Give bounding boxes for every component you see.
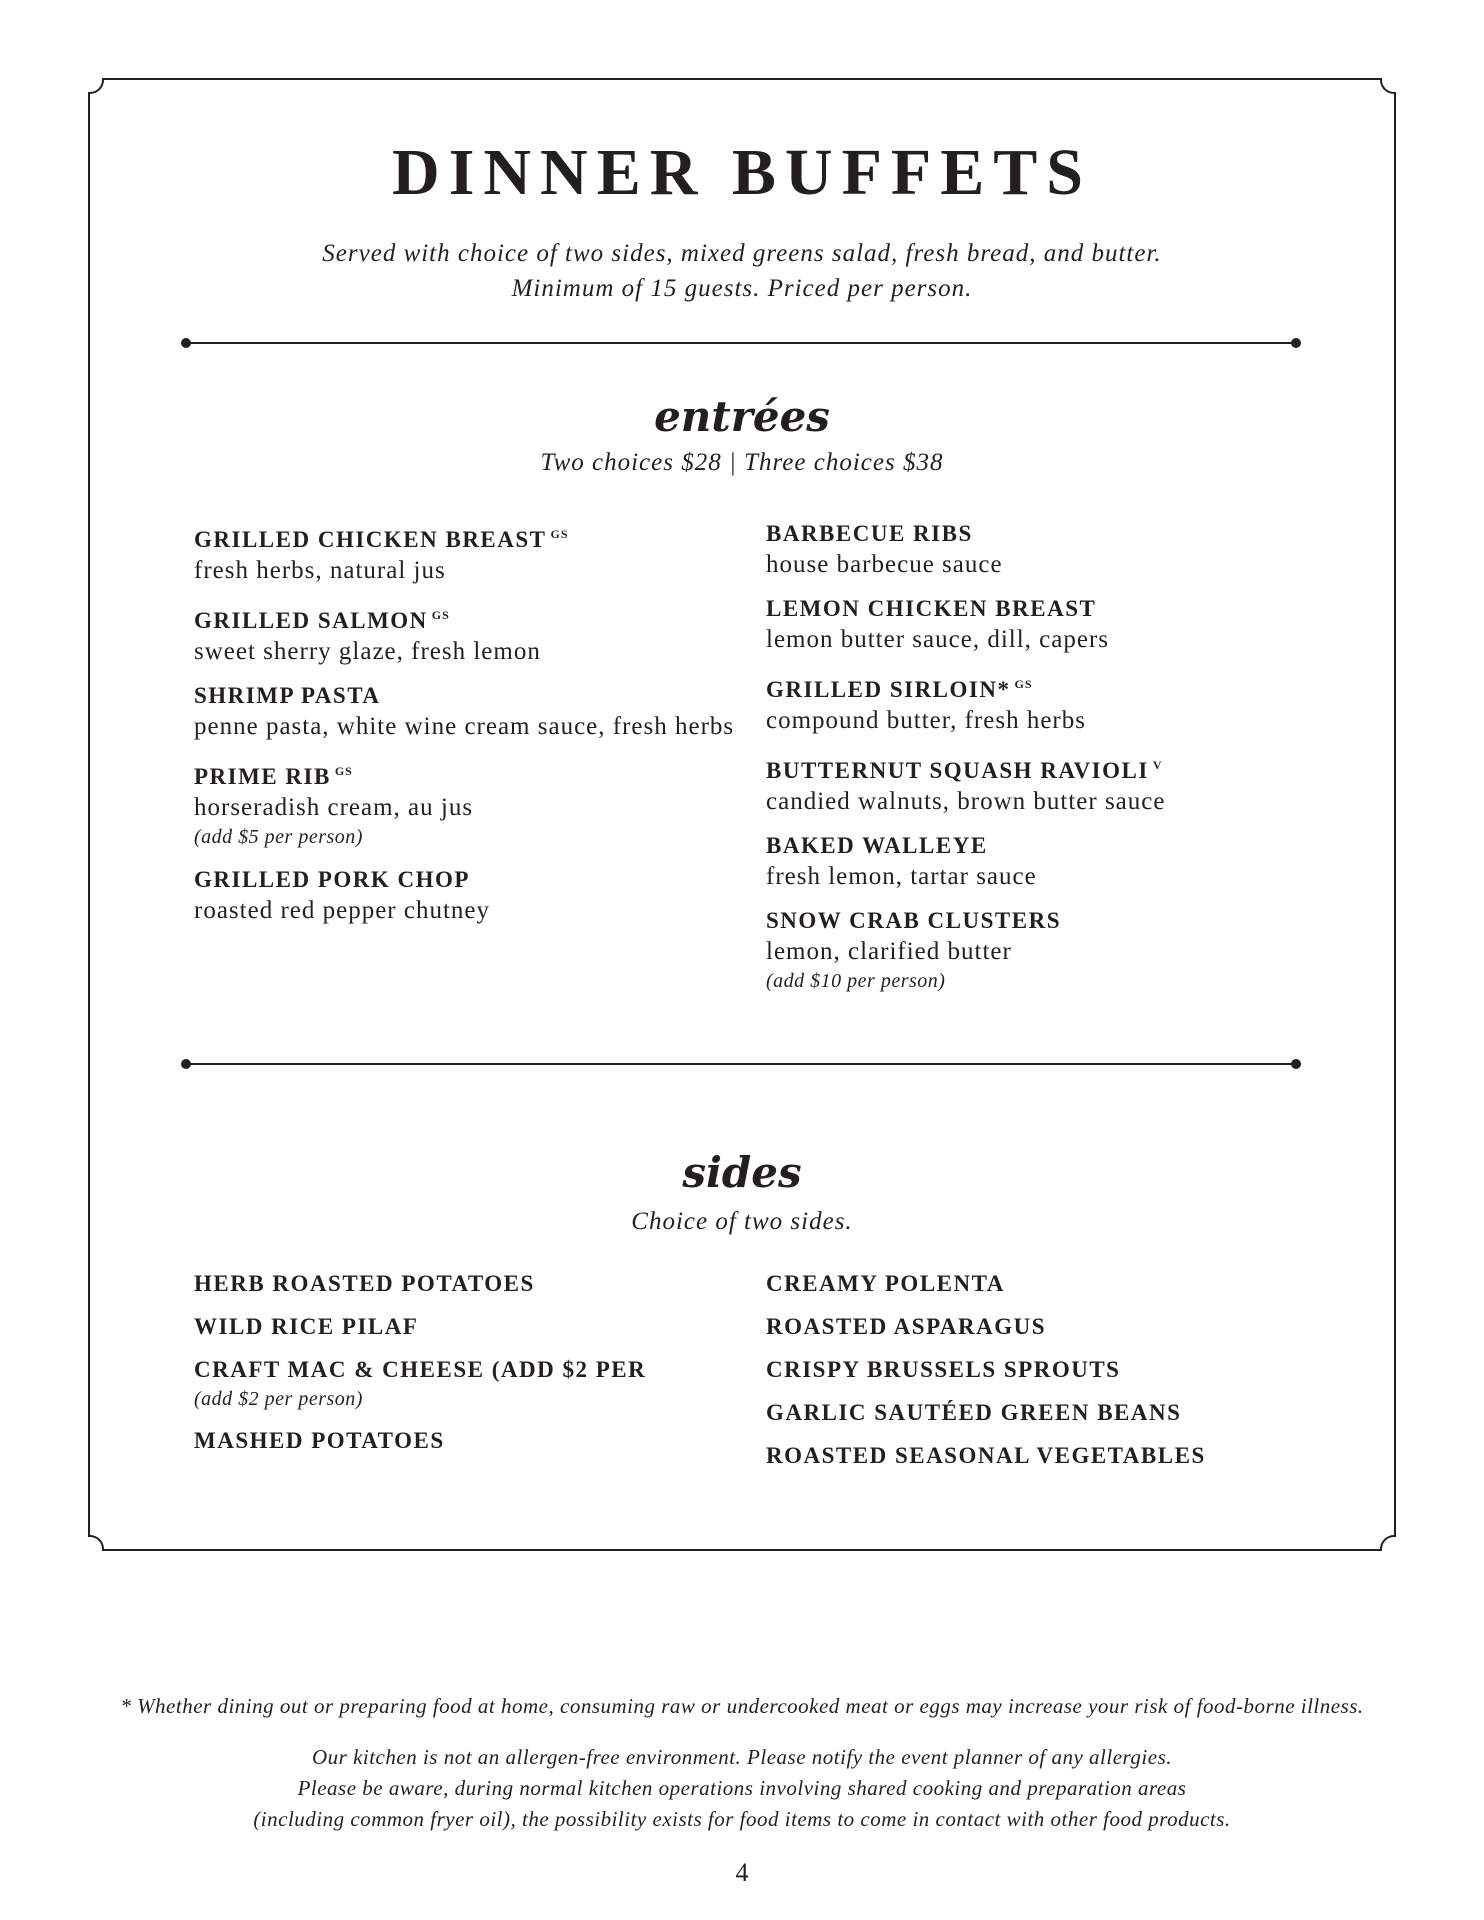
entree-name [766,906,1326,936]
entree-name [194,756,754,792]
entree-name [766,594,1326,624]
divider-rule [186,342,1296,344]
side-item [766,1355,1326,1385]
item-description: fresh lemon, tartar sauce [766,863,1037,890]
item-name-text: ROASTED ASPARAGUS [766,1314,1047,1339]
dietary-tag: GS [550,527,569,541]
item-description: sweet sherry glaze, fresh lemon [194,638,541,665]
entree-item [766,750,1326,817]
intro-text [0,236,1484,306]
side-item [766,1398,1326,1428]
allergen-line: Our kitchen is not an allergen-free environment. Please notify the event planner of any allergies. [311,1745,1172,1769]
entree-name [766,750,1326,786]
frame-corner [88,78,104,94]
item-name-text: MASHED POTATOES [194,1428,445,1453]
dietary-tag: GS [1014,677,1033,691]
item-name-text: PRIME RIB [194,764,331,789]
dietary-tag: GS [431,608,450,622]
sides-heading: sides [682,1148,802,1197]
entree-item [194,865,754,926]
sides-subtitle: Choice of two sides. [631,1208,853,1235]
side-item [194,1312,754,1342]
item-name-text: BUTTERNUT SQUASH RAVIOLI [766,758,1149,783]
side-name [194,1269,754,1299]
frame-corner [1380,1535,1396,1551]
page-number: 4 [735,1858,749,1887]
frame-corner [1380,78,1396,94]
price-note: (add $2 per person) [194,1388,363,1410]
entree-name [766,831,1326,861]
side-name [766,1355,1326,1385]
price-note: (add $10 per person) [766,970,946,992]
entrees-right-column [766,519,1326,1009]
item-description: compound butter, fresh herbs [766,707,1086,734]
sides-right-column [766,1269,1326,1484]
item-description: lemon butter sauce, dill, capers [766,626,1109,653]
intro-line: Served with choice of two sides, mixed greens salad, fresh bread, and butter. [322,240,1162,267]
frame-corner [88,1535,104,1551]
item-name-text: HERB ROASTED POTATOES [194,1271,535,1296]
item-name-text: ROASTED SEASONAL VEGETABLES [766,1443,1206,1468]
entrees-pricing: Two choices $28 | Three choices $38 [540,449,944,476]
item-name-text: BAKED WALLEYE [766,833,988,858]
entree-name [194,600,754,636]
item-name-text: LEMON CHICKEN BREAST [766,596,1097,621]
item-description: horseradish cream, au jus [194,794,474,821]
side-name [766,1312,1326,1342]
entree-item [766,669,1326,736]
side-name [194,1312,754,1342]
allergen-line: (including common fryer oil), the possibility exists for food items to come in contact with other food products. [253,1807,1231,1831]
item-name-text: GRILLED SALMON [194,608,428,633]
page-title: DINNER BUFFETS [392,136,1092,209]
entree-item [766,831,1326,892]
side-item [766,1441,1326,1471]
side-item [766,1269,1326,1299]
item-description: lemon, clarified butter [766,938,1012,965]
item-description: penne pasta, white wine cream sauce, fresh herbs [194,713,735,740]
price-note: (add $5 per person) [194,826,363,848]
entree-name [194,681,754,711]
entree-item [766,594,1326,655]
side-item [194,1355,754,1413]
side-name [766,1398,1326,1428]
item-name-text: GRILLED SIRLOIN* [766,677,1011,702]
dietary-tag: GS [334,764,353,778]
side-name [766,1269,1326,1299]
side-item [194,1269,754,1299]
item-name-text: CRAFT MAC & CHEESE (ADD $2 PER [194,1357,647,1382]
entree-name [766,669,1326,705]
dietary-tag: V [1152,758,1163,772]
item-name-text: CRISPY BRUSSELS SPROUTS [766,1357,1121,1382]
entree-item [194,756,754,851]
entree-item [194,519,754,586]
item-description: house barbecue sauce [766,551,1003,578]
entree-name [194,865,754,895]
item-description: roasted red pepper chutney [194,897,491,924]
side-name [194,1426,754,1456]
food-safety-warning: * Whether dining out or preparing food at home, consuming raw or undercooked meat or eggs may increase your risk of food-borne illness. [120,1694,1364,1718]
entree-name [766,519,1326,549]
entrees-left-column [194,519,754,940]
entree-item [194,681,754,742]
side-name [766,1441,1326,1471]
item-name-text: SHRIMP PASTA [194,683,381,708]
entree-item [194,600,754,667]
item-name-text: GARLIC SAUTÉED GREEN BEANS [766,1400,1182,1425]
entree-item [766,519,1326,580]
entree-name [194,519,754,555]
item-description: fresh herbs, natural jus [194,557,446,584]
item-name-text: WILD RICE PILAF [194,1314,419,1339]
item-name-text: SNOW CRAB CLUSTERS [766,908,1061,933]
item-name-text: GRILLED CHICKEN BREAST [194,527,547,552]
side-item [194,1426,754,1456]
entree-item [766,906,1326,995]
sides-left-column [194,1269,754,1469]
divider-rule [186,1063,1296,1065]
side-name [194,1355,754,1385]
item-description: candied walnuts, brown butter sauce [766,788,1166,815]
item-name-text: CREAMY POLENTA [766,1271,1005,1296]
item-name-text: GRILLED PORK CHOP [194,867,470,892]
side-item [766,1312,1326,1342]
entrees-heading: entrées [654,392,830,441]
intro-line: Minimum of 15 guests. Priced per person. [511,275,973,302]
allergen-line: Please be aware, during normal kitchen operations involving shared cooking and preparation areas [297,1776,1187,1800]
allergen-notice [0,1742,1484,1835]
item-name-text: BARBECUE RIBS [766,521,973,546]
